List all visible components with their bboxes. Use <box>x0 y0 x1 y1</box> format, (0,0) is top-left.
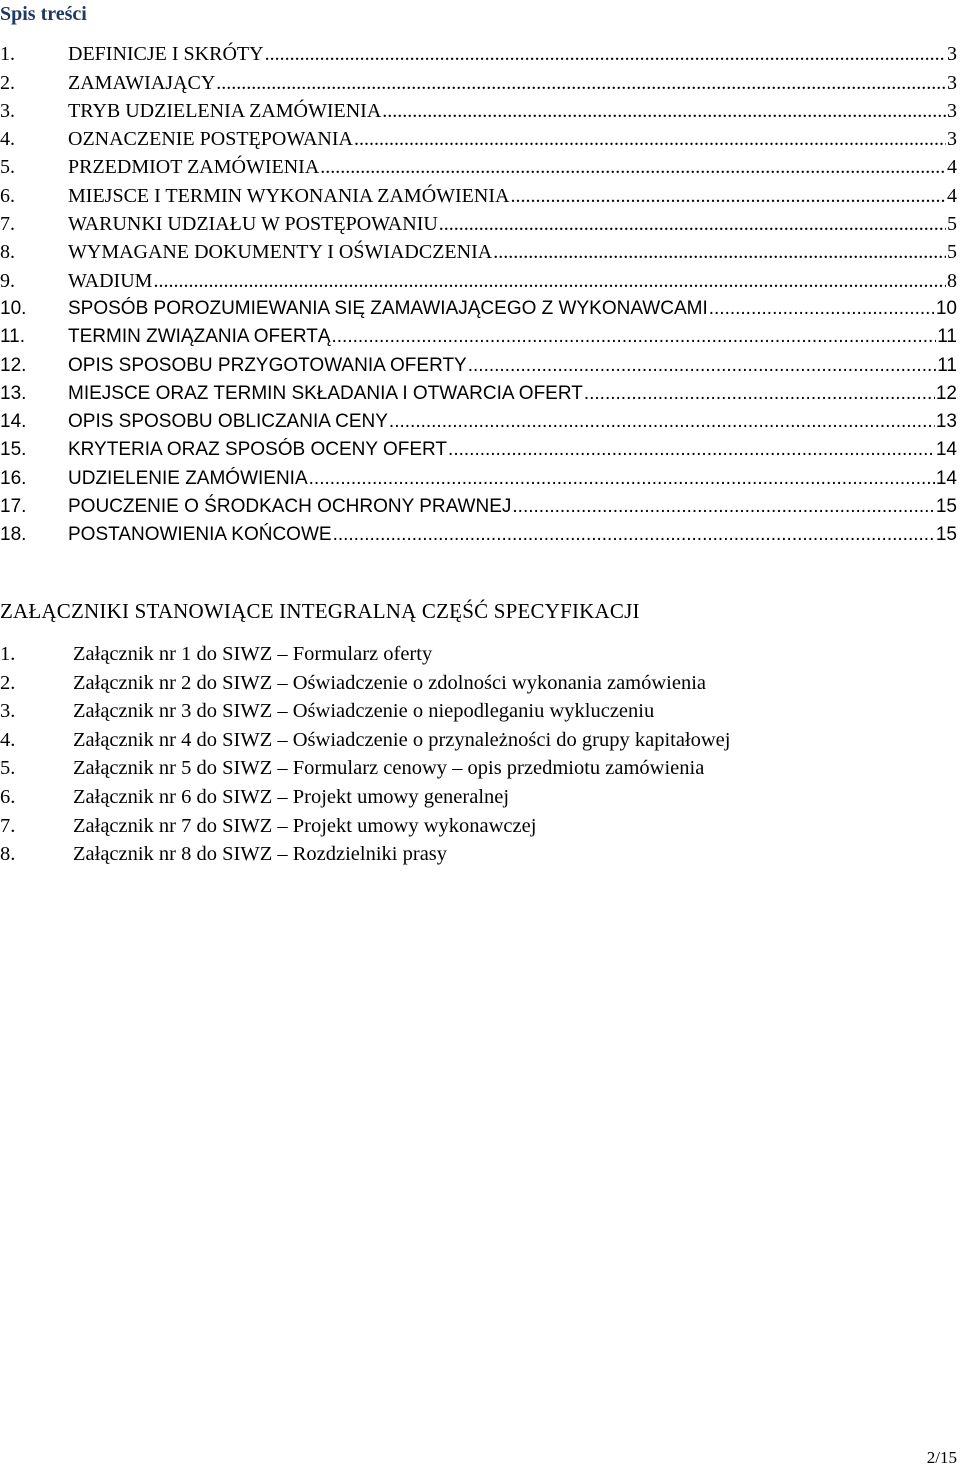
attachment-number: 2. <box>0 671 16 694</box>
attachment-text: Załącznik nr 4 do SIWZ – Oświadczenie o przynależności do grupy kapitałowej <box>73 728 731 751</box>
toc-entry[interactable] <box>0 151 957 179</box>
attachment-number: 5. <box>0 757 16 780</box>
toc-entry-title: KRYTERIA ORAZ SPOSÓB OCENY OFERT <box>68 439 448 461</box>
toc-entry[interactable] <box>0 264 957 292</box>
toc-entry-title: TERMIN ZWIĄZANIA OFERTĄ <box>68 326 331 348</box>
attachment-number: 7. <box>0 814 16 837</box>
toc-entry-title: SPOSÓB POROZUMIEWANIA SIĘ ZAMAWIAJĄCEGO Z WYKONAWCAMI <box>68 297 708 319</box>
page-title: Spis treści <box>0 3 87 25</box>
toc-entry[interactable] <box>0 236 957 264</box>
toc-dot-leader <box>510 184 946 208</box>
toc-entry-number: 12. <box>0 354 27 376</box>
toc-dot-leader <box>153 269 946 293</box>
toc-entry-page: 15 <box>935 524 957 546</box>
toc-entry-page: 3 <box>947 128 957 151</box>
toc-entry[interactable] <box>0 38 957 66</box>
toc-entry[interactable] <box>0 462 957 490</box>
toc-entry-number: 1. <box>0 43 15 66</box>
toc-entry[interactable] <box>0 349 957 377</box>
toc-entry-number: 17. <box>0 496 27 518</box>
attachment-item <box>0 755 900 784</box>
toc-entry[interactable] <box>0 434 957 462</box>
toc-entry-title: DEFINICJE I SKRÓTY <box>68 43 264 66</box>
attachment-number: 6. <box>0 785 16 808</box>
attachment-text: Załącznik nr 2 do SIWZ – Oświadczenie o zdolności wykonania zamówienia <box>73 671 707 694</box>
toc-dot-leader <box>709 297 935 321</box>
toc-entry[interactable] <box>0 519 957 547</box>
toc-entry[interactable] <box>0 491 957 519</box>
toc-entry-number: 15. <box>0 439 27 461</box>
toc-dot-leader <box>389 410 935 434</box>
attachment-item <box>0 698 900 727</box>
toc-entry-number: 11. <box>0 326 26 348</box>
attachment-item <box>0 784 900 813</box>
attachment-text: Załącznik nr 5 do SIWZ – Formularz cenowy – opis przedmiotu zamówienia <box>73 757 705 780</box>
toc-entry-page: 5 <box>947 241 957 264</box>
toc-entry[interactable] <box>0 66 957 94</box>
toc-entry-page: 14 <box>935 439 957 461</box>
toc-entry-page: 3 <box>947 99 957 122</box>
toc-entry-page: 4 <box>947 184 957 207</box>
page-number: 2/15 <box>926 1448 957 1467</box>
toc-entry-number: 6. <box>0 184 15 207</box>
toc-entry-page: 5 <box>947 213 957 236</box>
toc-dot-leader <box>216 71 946 95</box>
toc-entry-page: 11 <box>937 326 957 348</box>
toc-entry-title: MIEJSCE ORAZ TERMIN SKŁADANIA I OTWARCIA OFERT <box>68 382 583 404</box>
toc-entry[interactable] <box>0 208 957 236</box>
attachments-heading: ZAŁĄCZNIKI STANOWIĄCE INTEGRALNĄ CZĘŚĆ SPECYFIKACJI <box>0 599 640 623</box>
attachment-number: 8. <box>0 843 16 866</box>
attachment-text: Załącznik nr 8 do SIWZ – Rozdzielniki prasy <box>73 843 448 866</box>
toc-entry[interactable] <box>0 293 957 321</box>
toc-entry-title: OPIS SPOSOBU PRZYGOTOWANIA OFERTY <box>68 354 467 376</box>
attachment-text: Załącznik nr 3 do SIWZ – Oświadczenie o niepodleganiu wykluczeniu <box>73 700 655 723</box>
toc-entry-number: 13. <box>0 382 27 404</box>
attachment-item <box>0 670 900 699</box>
toc-entry-page: 3 <box>947 71 957 94</box>
toc-entry-number: 8. <box>0 241 15 264</box>
toc-entry-page: 13 <box>935 411 957 433</box>
toc-entry-page: 12 <box>935 382 957 404</box>
toc-entry-page: 3 <box>947 43 957 66</box>
attachment-text: Załącznik nr 7 do SIWZ – Projekt umowy wykonawczej <box>73 814 537 837</box>
attachments-list <box>0 641 900 870</box>
toc-entry-number: 5. <box>0 156 15 179</box>
toc-entry-page: 11 <box>937 354 957 376</box>
toc-entry-title: TRYB UDZIELENIA ZAMÓWIENIA <box>68 99 382 122</box>
toc-entry-number: 7. <box>0 213 15 236</box>
attachment-item <box>0 841 900 870</box>
toc-dot-leader <box>468 354 937 378</box>
toc-entry-page: 8 <box>947 269 957 292</box>
toc-dot-leader <box>309 467 935 491</box>
toc-entry[interactable] <box>0 95 957 123</box>
attachment-number: 4. <box>0 728 16 751</box>
attachment-item <box>0 813 900 842</box>
attachment-text: Załącznik nr 6 do SIWZ – Projekt umowy generalnej <box>73 785 510 808</box>
toc-entry-number: 9. <box>0 269 15 292</box>
attachment-number: 1. <box>0 643 16 665</box>
attachment-item <box>0 727 900 756</box>
toc-entry[interactable] <box>0 123 957 151</box>
toc-entry-title: POUCZENIE O ŚRODKACH OCHRONY PRAWNEJ <box>68 496 512 518</box>
toc-entry-title: OPIS SPOSOBU OBLICZANIA CENY <box>68 411 388 433</box>
toc-entry-title: OZNACZENIE POSTĘPOWANIA <box>68 128 353 151</box>
attachment-text: Załącznik nr 1 do SIWZ – Formularz oferty <box>73 643 433 665</box>
toc-entry-title: ZAMAWIAJĄCY <box>68 71 216 94</box>
toc-entry-page: 14 <box>935 467 957 489</box>
toc-entry-title: MIEJSCE I TERMIN WYKONANIA ZAMÓWIENIA <box>68 184 510 207</box>
toc-entry-number: 3. <box>0 99 15 122</box>
toc-entry-number: 10. <box>0 297 27 319</box>
attachment-item <box>0 641 900 670</box>
toc-entry-title: WARUNKI UDZIAŁU W POSTĘPOWANIU <box>68 213 438 236</box>
toc-entry[interactable] <box>0 406 957 434</box>
toc-dot-leader <box>512 495 934 519</box>
toc-entry-title: POSTANOWIENIA KOŃCOWE <box>68 524 332 546</box>
toc-entry-title: PRZEDMIOT ZAMÓWIENIA <box>68 156 320 179</box>
toc-dot-leader <box>382 99 946 123</box>
table-of-contents <box>0 38 957 547</box>
toc-dot-leader <box>354 127 946 151</box>
toc-entry-title: UDZIELENIE ZAMÓWIENIA <box>68 467 308 489</box>
toc-dot-leader <box>332 325 937 349</box>
toc-entry-page: 4 <box>947 156 957 179</box>
toc-entry-title: WADIUM <box>68 269 153 292</box>
toc-dot-leader <box>584 382 935 406</box>
toc-entry-number: 18. <box>0 524 27 546</box>
toc-dot-leader <box>333 523 935 547</box>
toc-dot-leader <box>439 212 946 236</box>
toc-dot-leader <box>265 42 946 66</box>
toc-entry[interactable] <box>0 179 957 207</box>
toc-entry-number: 2. <box>0 71 15 94</box>
toc-entry-number: 4. <box>0 128 15 151</box>
toc-entry-number: 16. <box>0 467 27 489</box>
toc-dot-leader <box>448 438 935 462</box>
toc-entry-page: 15 <box>935 496 957 518</box>
toc-entry[interactable] <box>0 378 957 406</box>
toc-entry-page: 10 <box>935 297 957 319</box>
toc-entry[interactable] <box>0 321 957 349</box>
attachment-number: 3. <box>0 700 16 723</box>
toc-dot-leader <box>320 155 946 179</box>
toc-entry-title: WYMAGANE DOKUMENTY I OŚWIADCZENIA <box>68 241 493 264</box>
toc-dot-leader <box>493 240 946 264</box>
toc-entry-number: 14. <box>0 411 27 433</box>
